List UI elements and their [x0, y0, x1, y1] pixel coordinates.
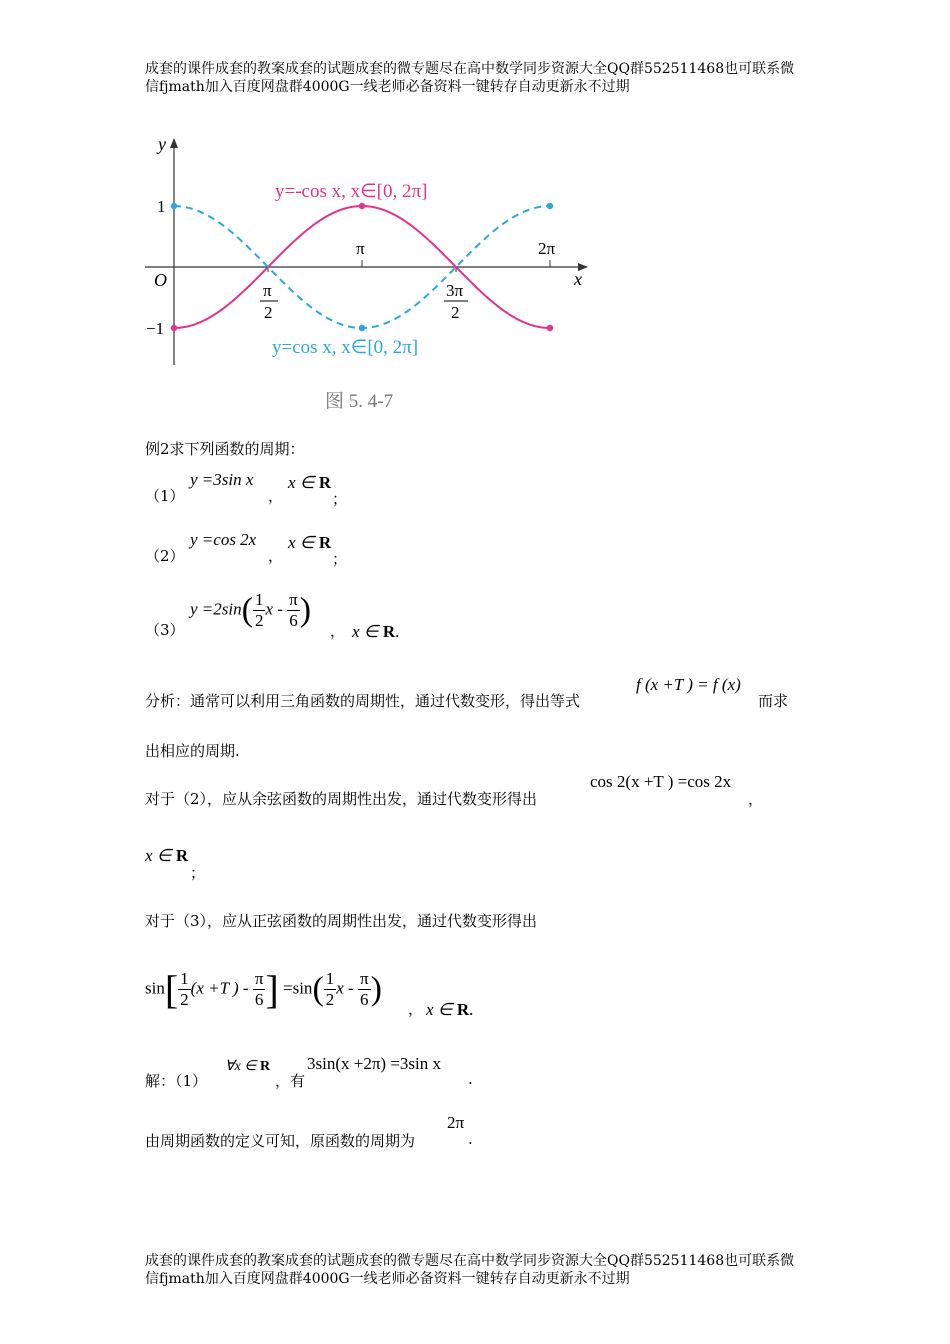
curve-label-cos: y=cos x, x∈[0, 2π] [272, 337, 419, 358]
cos-point-4 [359, 325, 365, 331]
y-axis-arrow [170, 138, 178, 148]
analysis-equation: f (x +T ) = f (x) [636, 675, 741, 694]
cos-point-8 [547, 203, 553, 209]
tick-label-3pi2-den: 2 [451, 303, 460, 322]
example-title: 例2求下列函数的周期： [145, 440, 305, 458]
item-1-domain: x ∈ R [288, 473, 332, 492]
cos-point-0 [171, 203, 177, 209]
analysis-eq2-comma: ， [748, 790, 764, 808]
header-line-1: 成套的课件成套的教案成套的试题成套的微专题尽在高中数学同步资源大全QQ群552511468也可联系微 [145, 61, 795, 77]
item-1-comma: ， [268, 487, 284, 505]
tick-label-1: 1 [157, 197, 166, 216]
figure-caption: 图 5. 4-7 [325, 391, 394, 412]
tick-label-pi2-den: 2 [264, 303, 273, 322]
solution-end-period: . [468, 1130, 473, 1148]
analysis-domain-3: x ∈ R. [426, 1000, 474, 1019]
item-2-semicolon: ； [332, 550, 348, 568]
solution-label: 解：（1） [145, 1072, 208, 1090]
analysis-text-1: 分析：通常可以利用三角函数的周期性，通过代数变形，得出等式 [145, 692, 581, 710]
analysis-text-2: 出相应的周期. [145, 742, 240, 760]
cosine-graph-figure [130, 130, 600, 420]
origin-label: O [154, 270, 167, 290]
analysis-eq3-comma: ， [408, 1000, 424, 1018]
analysis-text-1-end: 而求 [758, 692, 789, 710]
solution-equation: 3sin(x +2π) =3sin x [307, 1054, 442, 1073]
tick-label-2pi: 2π [538, 239, 556, 258]
item-1-semicolon: ； [332, 490, 348, 508]
analysis-text-4: 对于（3），应从正弦函数的周期性出发，通过代数变形得出 [145, 912, 538, 930]
item-2-expr: y =cos 2x [190, 530, 257, 549]
solution-text-2: 由周期函数的定义可知，原函数的周期为 [145, 1132, 416, 1150]
curve-label-neg-cos: y=-cos x, x∈[0, 2π] [275, 181, 428, 202]
item-1-expr: y =3sin x [190, 470, 254, 489]
item-3-domain: x ∈ R. [352, 622, 400, 641]
axis-label-x: x [574, 269, 582, 289]
tick-label-3pi2-num: 3π [446, 281, 464, 300]
tick-label-neg1: −1 [146, 319, 165, 338]
footer-line-2: 信fjmath加入百度网盘群4000G一线老师必备资料一键转存自动更新永不过期 [145, 1271, 630, 1287]
analysis-text-3: 对于（2），应从余弦函数的周期性出发，通过代数变形得出 [145, 790, 538, 808]
tick-label-pi: π [356, 239, 365, 258]
item-3-expr: y =2sin( $\frac{1}{2}$ x - $\frac{\pi}{6}$ ) [190, 590, 312, 630]
neg-cos-point-8 [547, 325, 553, 331]
item-3-comma: ， [330, 622, 346, 640]
neg-cos-point-4 [359, 203, 365, 209]
analysis-equation-3: sin[ $\frac{1}{2}$ (x +T ) - $\frac{\pi}{6}$ ] =sin( $\frac{1}{2}$ x - $\frac{\pi}{6}$ ) [145, 967, 382, 1012]
footer-line-1: 成套的课件成套的教案成套的试题成套的微专题尽在高中数学同步资源大全QQ群552511468也可联系微 [145, 1253, 795, 1269]
page-header [145, 60, 825, 96]
axis-label-y: y [158, 134, 166, 154]
analysis-domain-2-semicolon: ； [190, 864, 206, 882]
item-3-label: （3） [145, 621, 185, 639]
solution-forall: ∀x ∈ R [225, 1059, 271, 1074]
solution-have: ，有 [275, 1072, 306, 1090]
item-2-comma: ， [268, 547, 284, 565]
item-2-domain: x ∈ R [288, 533, 332, 552]
solution-period-mark: . [468, 1070, 473, 1088]
tick-label-pi2-num: π [263, 281, 272, 300]
analysis-equation-2: cos 2(x +T ) =cos 2x [590, 772, 732, 791]
analysis-domain-2: x ∈ R [145, 846, 189, 865]
solution-period-value: 2π [447, 1113, 465, 1132]
item-2-label: （2） [145, 547, 185, 565]
header-line-2: 信fjmath加入百度网盘群4000G一线老师必备资料一键转存自动更新永不过期 [145, 79, 630, 95]
page-footer [145, 1252, 825, 1288]
item-1-label: （1） [145, 487, 185, 505]
neg-cos-point-0 [171, 325, 177, 331]
